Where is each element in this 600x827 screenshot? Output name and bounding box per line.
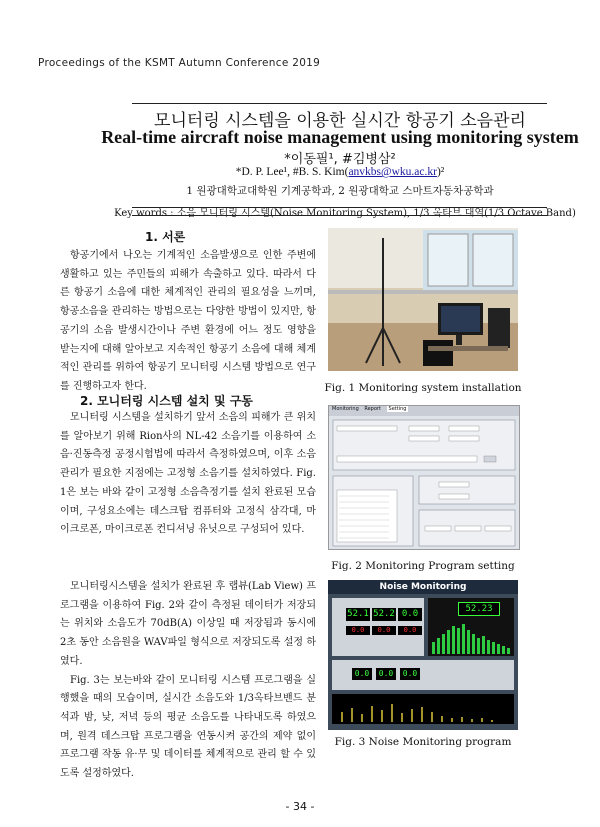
section2-body-2: [60, 578, 316, 784]
authors-korean: *이동필¹, #김병삼²: [284, 152, 396, 167]
figure2-screenshot: [328, 405, 520, 550]
installation-photo: [328, 228, 518, 371]
title-english: Real-time aircraft noise management using monitoring system: [101, 127, 579, 147]
authors-english: [0, 166, 600, 178]
fig3-history-graph: [332, 694, 514, 724]
fig3-title: Noise Monitoring: [328, 580, 518, 594]
authors-english-names: *D. P. Lee¹, #B. S. Kim(: [235, 166, 349, 178]
fig3-octave-bars: [428, 616, 514, 656]
page-number: - 34 -: [285, 800, 315, 813]
fig3-avg-3: 0.0: [400, 668, 420, 680]
fig3-value-2: 52.2: [373, 609, 395, 619]
fig3-avg-1: 0.0: [352, 668, 372, 680]
section1-paragraph: 항공기에서 나오는 기계적인 소음발생으로 인한 주변에 생활하고 있는 주민들의 피해가 속출하고 있다. 따라서 다른 항공기 소음에 대한 체계적인 관리의 필요성을 느끼며, 항공소음을 관리하는 방법으로는 다양한 방법이 있지만, 항공기의 소음 발생시간이나 주변 환경에 어느 정도 영향을 받는지에 대해 알아보고 지속적인 항공기 소음에 대해 체계적인 관리를 위하여 항공기 모니터링 시스템 방법으로 연구를 진행하고자 한다.: [60, 250, 316, 392]
figure1-photo: [328, 228, 518, 371]
fig3-average-panel: [332, 660, 514, 690]
fig2-tabbar: [329, 406, 519, 416]
authors-english-suffix: )²: [436, 166, 445, 178]
affiliation: 1 원광대학교대학원 기계공학과, 2 원광대학교 스마트자동차공학과: [186, 185, 494, 197]
fig3-value-4: 52.23: [458, 602, 500, 616]
fig3-realtime-panel: [332, 598, 424, 656]
section2-paragraph-2: 모니터링시스템을 설치가 완료된 후 랩뷰(Lab View) 프로그램을 이용하여 Fig. 2와 같이 측정된 데이터가 저장되는 위치와 소음도가 70dB(A) 이상일 때 저장됨과 동시에 2초 동안 소음원을 WAV파일 형식으로 저장되도록 설정 하였다.: [60, 581, 316, 667]
fig2-tab-monitoring: Monitoring: [332, 406, 359, 412]
title-korean: 모니터링 시스템을 이용한 실시간 항공기 소음관리: [154, 111, 526, 131]
fig3-value-3: 0.0: [398, 608, 422, 621]
section2-title: 2. 모니터링 시스템 설치 및 구동: [80, 394, 253, 408]
fig2-tab-setting: Setting: [388, 406, 407, 412]
fig3-avg-2: 0.0: [376, 668, 396, 680]
fig3-low-1: 0.0: [346, 626, 370, 635]
keywords-rule-bottom: [132, 215, 547, 216]
figure3-caption: Fig. 3 Noise Monitoring program: [334, 736, 512, 748]
fig3-spectrum-panel: [428, 598, 514, 656]
figure2-caption: Fig. 2 Monitoring Program setting: [331, 560, 515, 572]
fig2-settings-panel: [329, 416, 519, 549]
figure3-screenshot: [328, 580, 518, 730]
fig3-low-3: 0.0: [398, 626, 422, 635]
section1-body: [60, 247, 316, 397]
proceedings-header: Proceedings of the KSMT Autumn Conference 2019: [38, 57, 321, 69]
keywords: Key words : 소음 모니터링 시스템(Noise Monitoring System), 1/3 옥타브 대역(1/3 Octave Band): [114, 208, 576, 219]
fig2-tab-report: Report: [364, 406, 381, 412]
section2-paragraph-1: 모니터링 시스템을 설치하기 앞서 소음의 피해가 큰 위치를 알아보기 위해 Rion사의 NL-42 소음기를 이용하여 소음·진동측정 공정시험법에 따라서 측정하였으며, 이후 소음관리가 필요한 지점에는 고정형 소음기를 설치하였다. Fig. 1은 보는 바와 같이 고정형 소음측정기를 설치 완료된 모습이며, 구성요소에는 데스크탑 컴퓨터와 고정식 삼각대, 마이크로폰, 마이크로폰 컨디셔닝 유닛으로 구성되어 있다.: [60, 412, 316, 536]
section2-paragraph-3: Fig. 3는 보는바와 같이 모니터링 시스템 프로그램을 실행했을 때의 모습이며, 실시간 소음도와 1/3옥타브밴드 분석과 밤, 낮, 저녁 등의 평균 소음도를 나타내도록 하였으며, 원격 데스크탑 프로그램을 연동시켜 공간의 제약 없이 프로그램 작동 유·무 및 데이터를 체계적으로 관리 할 수 있도록 설정하였다.: [60, 674, 316, 780]
fig3-value-1: 52.1: [347, 609, 369, 619]
section1-title: 1. 서론: [145, 230, 186, 244]
fig3-low-2: 0.0: [372, 626, 396, 635]
section2-body: [60, 409, 316, 540]
figure1-caption: Fig. 1 Monitoring system installation: [324, 382, 522, 394]
title-rule-top: [132, 103, 547, 104]
author-email-link[interactable]: anvkbs@wku.ac.kr: [348, 166, 437, 178]
